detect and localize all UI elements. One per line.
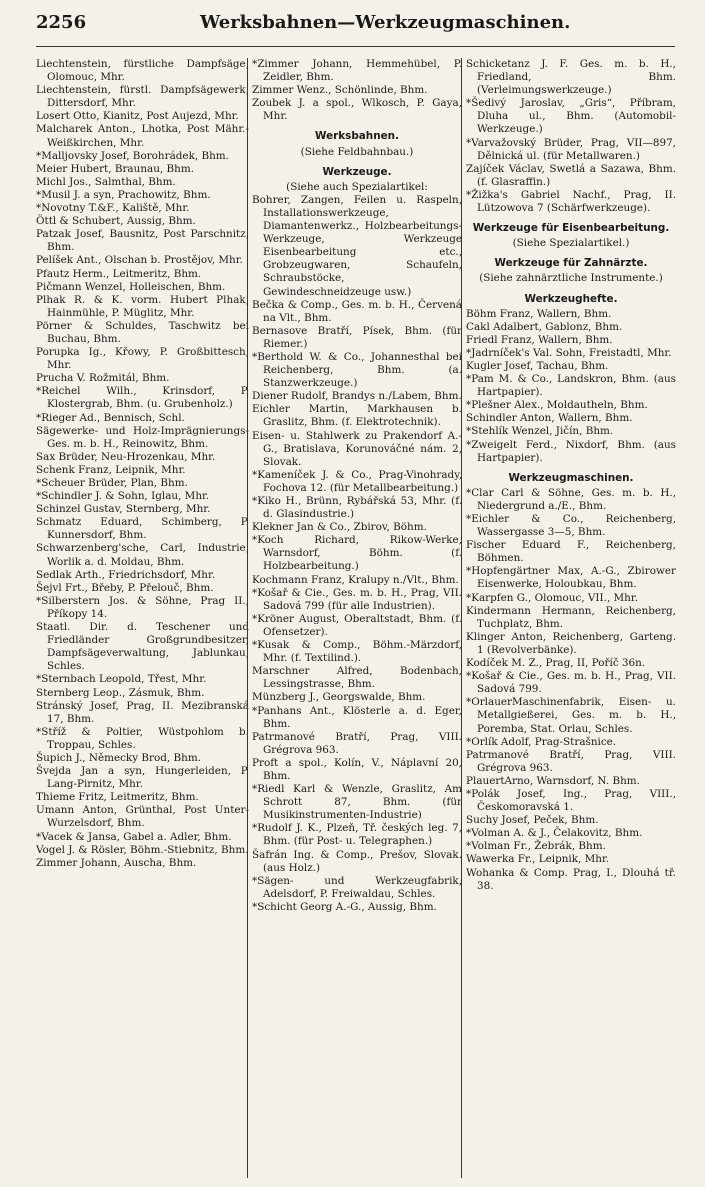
directory-entry: Klinger Anton, Reichenberg, Garteng. 1 (Revolverbänke). xyxy=(466,630,676,656)
directory-entry: *Riedl Karl & Wenzle, Graslitz, Am Schrott 87, Bhm. (für Musikinstrumenten-Industrie) xyxy=(252,783,462,822)
directory-entry: Kugler Josef, Tachau, Bhm. xyxy=(466,359,609,372)
directory-entry: Wawerka Fr., Leipnik, Mhr. xyxy=(466,853,610,866)
directory-entry: Pfautz Herm., Leitmeritz, Bhm. xyxy=(36,267,202,280)
directory-entry: Porupka Ig., Křowy, P. Großbittesch, Mhr. xyxy=(36,346,249,372)
directory-entry: Friedl Franz, Wallern, Bhm. xyxy=(466,333,613,346)
directory-entry: Sedlak Arth., Friedrichsdorf, Mhr. xyxy=(36,568,216,581)
section-heading: Werkzeughefte. xyxy=(524,292,618,305)
directory-entry: Sax Brüder, Neu-Hrozenkau, Mhr. xyxy=(36,450,216,463)
directory-entry: *Vacek & Jansa, Gabel a. Adler, Bhm. xyxy=(36,830,232,843)
directory-entry: Kodíček M. Z., Prag, II, Poříč 36n. xyxy=(466,657,646,670)
section-heading: Werkzeugmaschinen. xyxy=(508,471,634,484)
directory-entry: Pelíšek Ant., Olschan b. Prostějov, Mhr. xyxy=(36,254,243,267)
directory-entry: Thieme Fritz, Leitmeritz, Bhm. xyxy=(36,791,199,804)
directory-entry: Šejvl Frt., Břeby, P. Přelouč, Bhm. xyxy=(36,581,214,594)
directory-entry: *Rieger Ad., Bennisch, Schl. xyxy=(36,411,185,424)
directory-entry: *Varvažovský Brüder, Prag, VII—897, Dělnická ul. (für Metallwaren.) xyxy=(466,136,676,162)
directory-entry: *Stehlík Wenzel, Jičín, Bhm. xyxy=(466,425,614,438)
directory-entry: Stránský Josef, Prag, II. Mezibranská 17, Bhm. xyxy=(36,699,249,725)
directory-entry: Eisen- u. Stahlwerk zu Prakendorf A.-G., Bratislava, Korunováčné nám. 2, Slovak. xyxy=(252,429,462,468)
directory-entry: Švejda Jan a syn, Hungerleiden, P. Lang-Pirnitz, Mhr. xyxy=(36,765,249,791)
directory-entry: Kochmann Franz, Kralupy n./Vlt., Bhm. xyxy=(252,573,459,586)
directory-entry: Marschner Alfred, Bodenbach, Lessingstrasse, Bhm. xyxy=(252,665,462,691)
directory-entry: *Malljovsky Josef, Borohrádek, Bhm. xyxy=(36,149,229,162)
section-heading: Werksbahnen. xyxy=(315,130,399,143)
directory-entry: *Kameníček J. & Co., Prag-Vinohrady, Fochova 12. (für Metallbearbeitung.) xyxy=(252,468,462,494)
directory-entry: *Schicht Georg A.-G., Aussig, Bhm. xyxy=(252,900,437,913)
directory-entry: Liechtenstein, fürstl. Dampfsägewerk, Dittersdorf, Mhr. xyxy=(36,84,249,110)
directory-entry: Schmatz Eduard, Schimberg, P. Kunnersdorf, Bhm. xyxy=(36,516,249,542)
directory-entry: *Panhans Ant., Klösterle a. d. Eger, Bhm. xyxy=(252,704,462,730)
directory-entry: *OrlauerMaschinenfabrik, Eisen- u. Metallgießerei, Ges. m. b. H., Poremba, Stat. Orlau, Schles. xyxy=(466,696,676,735)
directory-entry: Meier Hubert, Braunau, Bhm. xyxy=(36,162,194,175)
directory-entry: Zajíček Václav, Swetlá a Sazawa, Bhm. (f. Glasraffin.) xyxy=(466,162,676,188)
directory-entry: *Šedivý Jaroslav, „Gris“, Příbram, Dluha ul., Bhm. (Automobil-Werkzeuge.) xyxy=(466,97,676,136)
column-divider xyxy=(247,58,248,1178)
directory-entry: Zimmer Johann, Auscha, Bhm. xyxy=(36,856,197,869)
directory-entry: *Musil J. a syn, Prachowitz, Bhm. xyxy=(36,188,211,201)
directory-entry: *Volman Fr., Žebrák, Bhm. xyxy=(466,840,606,853)
directory-entry: *Zweigelt Ferd., Nixdorf, Bhm. (aus Hartpapier). xyxy=(466,438,676,464)
directory-entry: *Košař & Cie., Ges. m. b. H., Prag, VII. Sadová 799. xyxy=(466,670,676,696)
cross-reference: (Siehe Spezialartikel.) xyxy=(512,237,630,250)
directory-entry: *Karpfen G., Olomouc, VII., Mhr. xyxy=(466,591,639,604)
directory-entry: *Košař & Cie., Ges. m. b. H., Prag, VII. Sadová 799 (für alle Industrien). xyxy=(252,586,462,612)
directory-entry: Eichler Martin, Markhausen b. Graslitz, Bhm. (f. Elektrotechnik). xyxy=(252,403,462,429)
cross-reference: (Siehe Feldbahnbau.) xyxy=(300,145,414,158)
directory-entry: Pörner & Schuldes, Taschwitz bei Buchau, Bhm. xyxy=(36,319,249,345)
cross-reference: (Siehe auch Spezialartikel: xyxy=(286,180,428,193)
directory-entry: Öttl & Schubert, Aussig, Bhm. xyxy=(36,215,196,228)
directory-entry: *Sternbach Leopold, Třest, Mhr. xyxy=(36,673,207,686)
header-rule xyxy=(36,46,675,47)
directory-entry: Losert Otto, Kianitz, Post Aujezd, Mhr. xyxy=(36,110,239,123)
directory-column-1 xyxy=(36,58,249,1178)
directory-entry: Michl Jos., Salmthal, Bhm. xyxy=(36,175,176,188)
section-heading: Werkzeuge für Eisenbearbeitung. xyxy=(472,222,670,235)
directory-entry: Wohanka & Comp. Prag, I., Dlouhá tř. 38. xyxy=(466,866,676,892)
directory-entry: *Žižka's Gabriel Nachf., Prag, II. Lützowova 7 (Schärfwerkzeuge). xyxy=(466,188,676,215)
directory-entry: Zimmer Wenz., Schönlinde, Bhm. xyxy=(252,84,428,97)
directory-entry: *Schindler J. & Sohn, Iglau, Mhr. xyxy=(36,490,210,503)
directory-entry: Schicketanz J. F. Ges. m. b. H., Friedland, Bhm. (Verleimungswerkzeuge.) xyxy=(466,58,676,97)
directory-entry: Sägewerke- und Holz-Imprägnierungs-Ges. m. b. H., Reinowitz, Bhm. xyxy=(36,424,249,450)
directory-entry: Zoubek J. a spol., Wlkosch, P. Gaya, Mhr. xyxy=(252,97,462,123)
directory-entry: *Reichel Wilh., Krinsdorf, P. Klostergrab, Bhm. (u. Grubenholz.) xyxy=(36,385,249,411)
directory-entry: *Zimmer Johann, Hemmehübel, P. Zeidler, Bhm. xyxy=(252,58,462,84)
directory-entry: *Jadrníček's Val. Sohn, Freistadtl, Mhr. xyxy=(466,346,672,359)
directory-entry: Schinzel Gustav, Sternberg, Mhr. xyxy=(36,503,211,516)
directory-entry: *Kiko H., Brünn, Rybářská 53, Mhr. (f. d. Glasindustrie.) xyxy=(252,495,462,521)
column-divider xyxy=(461,58,462,1178)
directory-entry: *Volman A. & J., Čelakovitz, Bhm. xyxy=(466,827,643,840)
directory-entry: Cakl Adalbert, Gablonz, Bhm. xyxy=(466,320,623,333)
directory-entry: *Kusak & Comp., Böhm.-Märzdorf, Mhr. (f. Textilind.). xyxy=(252,639,462,665)
directory-entry: *Clar Carl & Söhne, Ges. m. b. H., Niedergrund a./E., Bhm. xyxy=(466,486,676,512)
directory-entry: Šafrán Ing. & Comp., Prešov, Slovak. (aus Holz.) xyxy=(252,848,462,874)
directory-entry: *Sägen- und Werkzeugfabrik, Adelsdorf, P. Freiwaldau, Schles. xyxy=(252,874,462,900)
directory-entry: Pičmann Wenzel, Holleischen, Bhm. xyxy=(36,280,226,293)
directory-entry: Plhak R. & K. vorm. Hubert Plhak, Hainmühle, P. Müglitz, Mhr. xyxy=(36,293,249,319)
directory-entry: Bernasove Bratří, Písek, Bhm. (für Riemer.) xyxy=(252,324,462,350)
directory-entry: Münzberg J., Georgswalde, Bhm. xyxy=(252,691,426,704)
directory-entry: *Silberstern Jos. & Söhne, Prag II., Příkopy 14. xyxy=(36,594,249,620)
directory-entry: *Novotny T.&F., Kaliště, Mhr. xyxy=(36,202,190,215)
directory-entry: Bohrer, Zangen, Feilen u. Raspeln, Installationswerkzeuge, Diamantenwerkz., Holzbearbeitungs-Werkzeuge, Werkzeuge Eisenbearbeitung etc., Grobzeugwaren, Schaufeln, Schraubstöcke, Gewindeschneidzeuge usw.) xyxy=(252,193,462,298)
directory-entry: Sternberg Leop., Zásmuk, Bhm. xyxy=(36,686,205,699)
directory-entry: *Stříž & Poltier, Wüstpohlom b. Troppau, Schles. xyxy=(36,725,249,751)
directory-entry: *Kröner August, Oberaltstadt, Bhm. (f. Ofensetzer). xyxy=(252,612,462,638)
directory-entry: Schindler Anton, Wallern, Bhm. xyxy=(466,412,633,425)
directory-entry: *Scheuer Brüder, Plan, Bhm. xyxy=(36,477,188,489)
directory-entry: *Eichler & Co., Reichenberg, Wassergasse 3—5, Bhm. xyxy=(466,513,676,539)
page-title: Werksbahnen—Werkzeugmaschinen. xyxy=(200,12,571,33)
directory-entry: Suchy Josef, Peček, Bhm. xyxy=(466,814,599,827)
directory-entry: Patrmanové Bratří, Prag, VIII. Grégrova 963. xyxy=(466,748,676,774)
directory-entry: Prucha V. Rožmitál, Bhm. xyxy=(36,372,170,385)
cross-reference: (Siehe zahnärztliche Instrumente.) xyxy=(479,272,663,285)
directory-entry: Klekner Jan & Co., Zbirov, Böhm. xyxy=(252,521,427,534)
directory-entry: Malcharek Anton., Lhotka, Post Mähr.-Weißkirchen, Mhr. xyxy=(36,123,249,149)
directory-entry: Proft a spol., Kolín, V., Náplavní 20, Bhm. xyxy=(252,756,462,782)
directory-entry: Patzak Josef, Bausnitz, Post Parschnitz, Bhm. xyxy=(36,228,249,254)
section-heading: Werkzeuge. xyxy=(322,165,392,178)
directory-entry: Kindermann Hermann, Reichenberg, Tuchplatz, Bhm. xyxy=(466,604,676,630)
directory-entry: *Pam M. & Co., Landskron, Bhm. (aus Hartpapier). xyxy=(466,373,676,399)
directory-entry: Patrmanové Bratří, Prag, VIII. Grégrova 963. xyxy=(252,730,462,756)
directory-entry: Diener Rudolf, Brandys n./Labem, Bhm. xyxy=(252,390,462,403)
directory-entry: *Hopfengärtner Max, A.-G., Zbirower Eisenwerke, Holoubkau, Bhm. xyxy=(466,565,676,591)
directory-entry: Vogel J. & Rösler, Böhm.-Stiebnitz, Bhm. xyxy=(36,843,249,856)
directory-entry: Staatl. Dir. d. Teschener und Friedländer Großgrundbesitzer, Dampfsägeverwaltung, Jablunkau, Schles. xyxy=(36,621,249,673)
directory-entry: *Orlík Adolf, Prag-Strašnice. xyxy=(466,735,617,748)
directory-entry: Šupich J., Německy Brod, Bhm. xyxy=(36,751,201,764)
directory-entry: *Polák Josef, Ing., Prag, VIII., Českomoravská 1. xyxy=(466,787,676,814)
directory-entry: *Plešner Alex., Moldautheln, Bhm. xyxy=(466,399,648,412)
directory-entry: Bečka & Comp., Ges. m. b. H., Červená na Vlt., Bhm. xyxy=(252,298,462,324)
directory-entry: Liechtenstein, fürstliche Dampfsäge, Olomouc, Mhr. xyxy=(36,58,249,84)
directory-entry: Böhm Franz, Wallern, Bhm. xyxy=(466,307,612,320)
directory-entry: *Koch Richard, Rikow-Werke, Warnsdorf, Böhm. (f. Holzbearbeitung.) xyxy=(252,534,462,573)
page-header xyxy=(0,12,705,42)
directory-entry: PlauertArno, Warnsdorf, N. Bhm. xyxy=(466,774,640,787)
directory-entry: Schenk Franz, Leipnik, Mhr. xyxy=(36,463,186,476)
directory-entry: Schwarzenberg'sche, Carl, Industrie, Worlik a. d. Moldau, Bhm. xyxy=(36,542,249,568)
directory-column-2 xyxy=(252,58,462,1178)
directory-entry: *Berthold W. & Co., Johannesthal bei Reichenberg, Bhm. (a. Stanzwerkzeuge.) xyxy=(252,350,462,390)
page-number: 2256 xyxy=(36,12,87,33)
directory-entry: Fischer Eduard F., Reichenberg, Böhmen. xyxy=(466,539,676,565)
directory-entry: *Rudolf J. K., Plzeň, Tř. českých leg. 7, Bhm. (für Post- u. Telegraphen.) xyxy=(252,822,462,848)
directory-entry: Umann Anton, Grünthal, Post Unter-Wurzelsdorf, Bhm. xyxy=(36,804,249,830)
directory-column-3 xyxy=(466,58,676,1178)
section-heading: Werkzeuge für Zahnärzte. xyxy=(494,257,648,270)
